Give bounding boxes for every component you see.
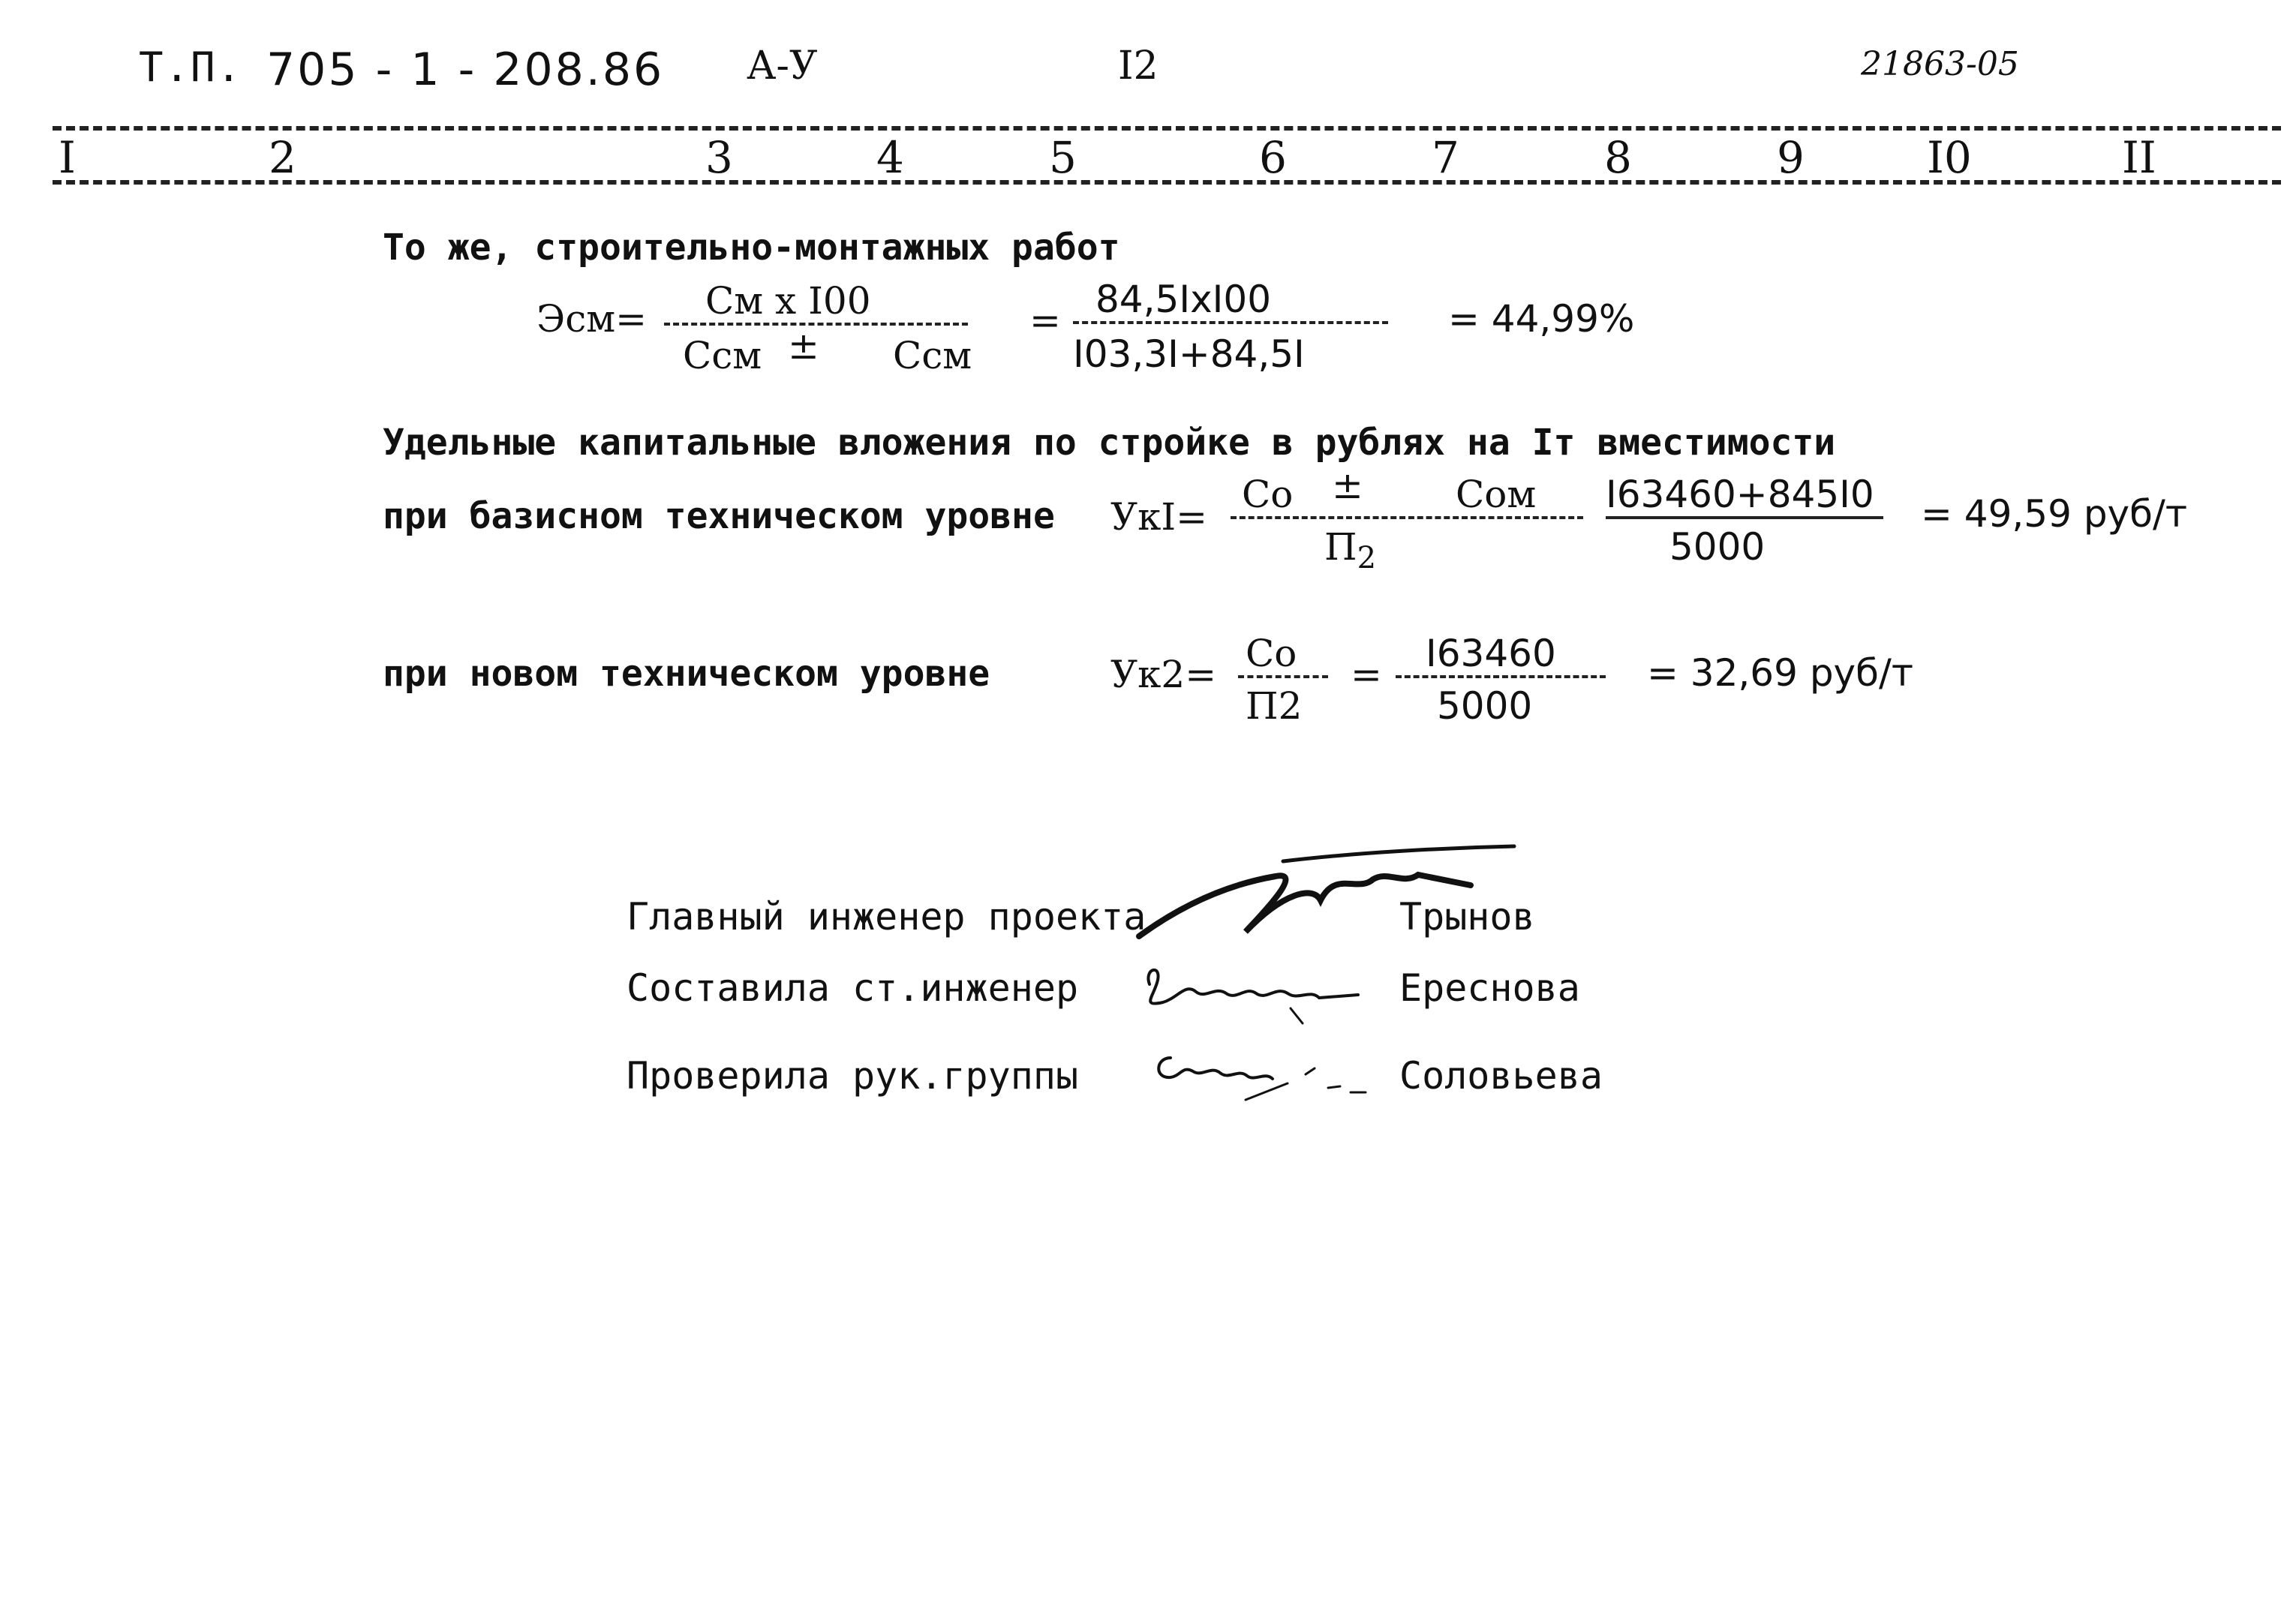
column-number: II xyxy=(2122,132,2156,183)
base-denominator-subscript: 2 xyxy=(1357,541,1377,575)
new-numerator: Со xyxy=(1246,632,1297,675)
new-level-label: при новом техническом уровне xyxy=(383,653,990,695)
base-result: = 49,59 руб/т xyxy=(1921,492,2187,536)
capital-intro: Удельные капитальные вложения по стройке в рублях на Iт вместимости xyxy=(383,422,1836,464)
column-number: 9 xyxy=(1777,132,1805,183)
new-denominator: П2 xyxy=(1246,684,1303,728)
column-number: 7 xyxy=(1432,132,1459,183)
signature-name: Ереснова xyxy=(1399,966,1580,1010)
smr-denominator-right: Ссм xyxy=(893,334,972,377)
base-value-fraction-bar xyxy=(1606,516,1883,519)
base-plus-minus: ± xyxy=(1332,464,1363,507)
top-dashed-rule xyxy=(53,126,2281,131)
smr-equals: = xyxy=(1029,299,1061,342)
signature-checker xyxy=(1140,1035,1388,1118)
base-value-numerator: I63460+845I0 xyxy=(1606,473,1874,516)
new-symbol: Ук2= xyxy=(1110,653,1217,696)
smr-value-fraction-bar xyxy=(1073,321,1388,324)
column-number: 8 xyxy=(1604,132,1632,183)
column-number: 6 xyxy=(1259,132,1287,183)
base-numerator-right: Сом xyxy=(1456,473,1537,516)
smr-value-numerator: 84,5IхI00 xyxy=(1095,278,1272,321)
smr-plus-minus: ± xyxy=(788,324,819,368)
signature-name: Трынов xyxy=(1399,895,1535,939)
smr-symbol: Эсм= xyxy=(536,297,648,341)
base-denominator-letter: П xyxy=(1324,525,1357,569)
new-result: = 32,69 руб/т xyxy=(1647,651,1913,695)
new-equals: = xyxy=(1351,653,1382,696)
signature-name: Соловьева xyxy=(1399,1054,1603,1098)
new-value-fraction-bar xyxy=(1396,675,1606,678)
signature-compiler xyxy=(1133,945,1381,1028)
inventory-number: 21863-05 xyxy=(1861,45,2019,83)
column-number: 4 xyxy=(876,132,904,183)
base-symbol: УкI= xyxy=(1110,495,1208,539)
doc-section: А-У xyxy=(747,44,818,89)
base-value-denominator: 5000 xyxy=(1669,525,1766,569)
signature-role: Главный инженер проекта xyxy=(627,895,1146,939)
page-number: I2 xyxy=(1118,44,1159,89)
base-fraction-bar xyxy=(1231,516,1583,519)
base-denominator xyxy=(1324,525,1376,575)
smr-result: = 44,99% xyxy=(1448,297,1635,341)
base-level-label: при базисном техническом уровне xyxy=(383,495,1055,537)
doc-prefix: Т.П. xyxy=(139,44,243,91)
new-fraction-bar xyxy=(1238,675,1328,678)
new-value-denominator: 5000 xyxy=(1437,684,1533,728)
smr-intro: То же, строительно-монтажных работ xyxy=(383,227,1120,269)
signature-role: Составила ст.инженер xyxy=(627,966,1079,1010)
column-number: 3 xyxy=(705,132,733,183)
column-number: 5 xyxy=(1049,132,1077,183)
doc-code: 705 - 1 - 208.86 xyxy=(266,44,665,96)
smr-denominator-left: Ссм xyxy=(683,334,762,377)
base-numerator-left: Со xyxy=(1242,473,1294,516)
new-value-numerator: I63460 xyxy=(1426,632,1556,675)
column-number: I xyxy=(59,132,76,183)
column-number: 2 xyxy=(269,132,296,183)
signature-role: Проверила рук.группы xyxy=(627,1054,1079,1098)
smr-numerator: См х I00 xyxy=(705,279,871,323)
smr-value-denominator: I03,3I+84,5I xyxy=(1073,332,1305,376)
column-number: I0 xyxy=(1927,132,1972,183)
